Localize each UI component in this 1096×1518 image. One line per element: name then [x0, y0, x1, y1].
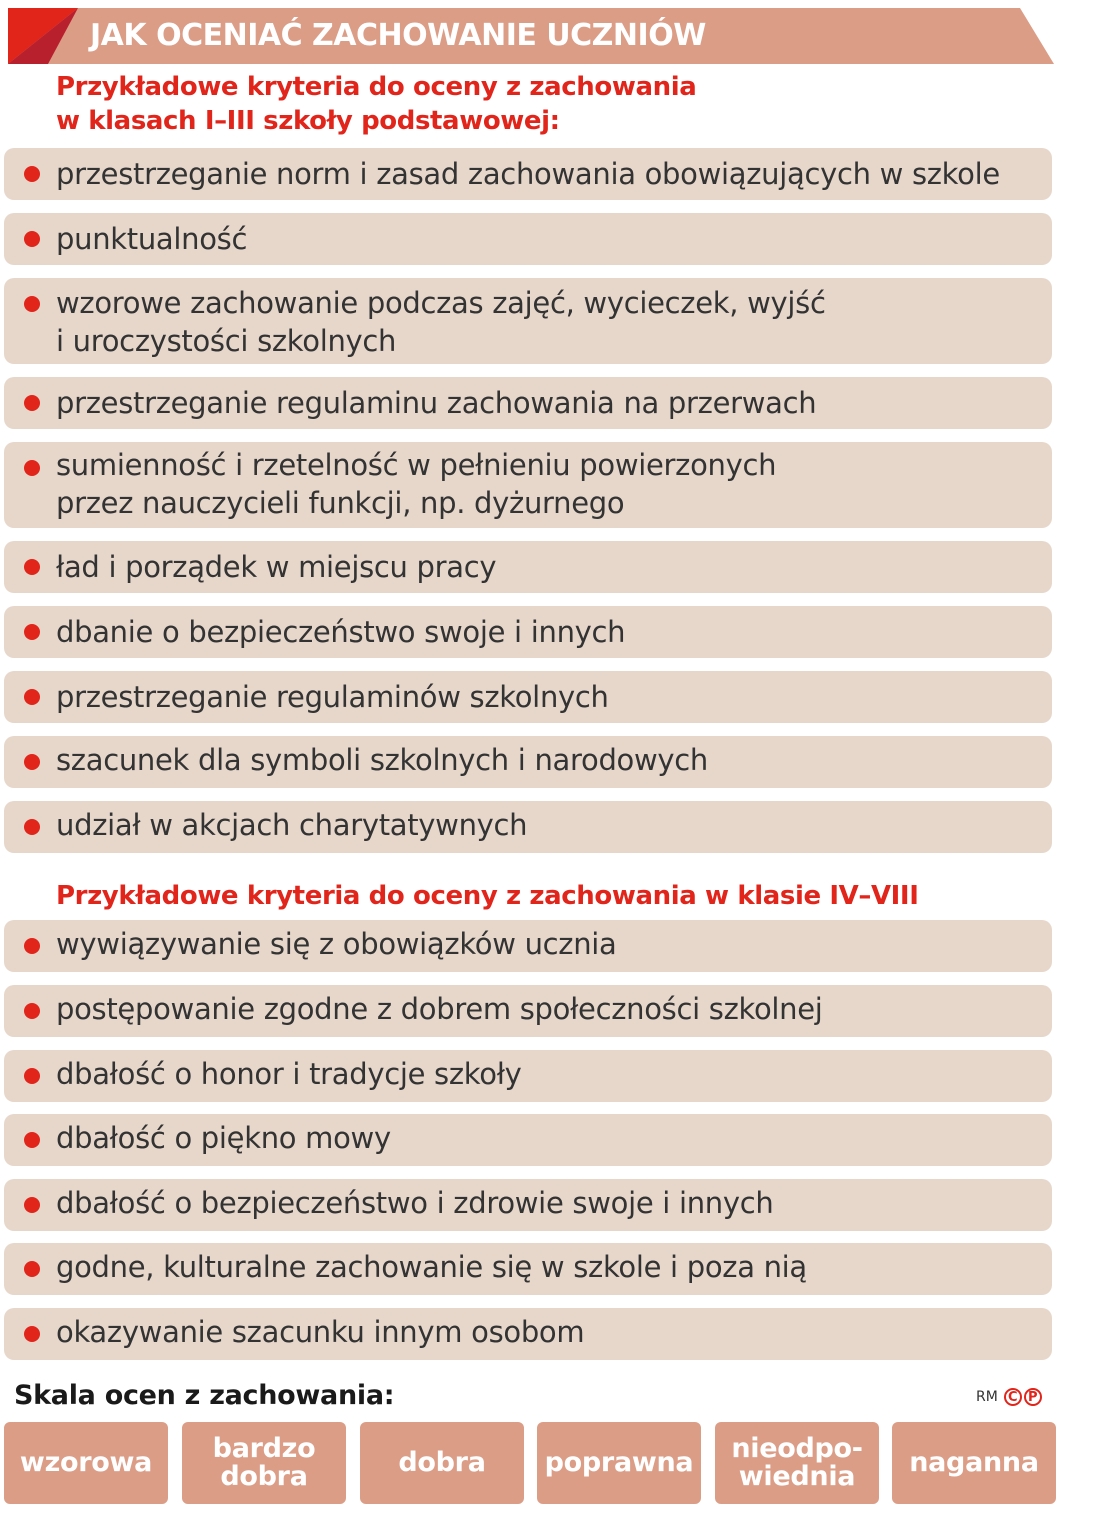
list-item-text: ład i porządek w miejscu pracy: [56, 550, 497, 584]
grade-box: poprawna: [537, 1422, 701, 1504]
page-title: JAK OCENIAĆ ZACHOWANIE UCZNIÓW: [90, 18, 706, 53]
list-item: [4, 1308, 1052, 1360]
phonogram-icon: P: [1024, 1388, 1042, 1406]
bullet-icon: [24, 624, 40, 640]
bullet-icon: [24, 460, 40, 476]
list-item: [4, 920, 1052, 972]
grade-box: bardzo dobra: [182, 1422, 346, 1504]
list-item-text: przestrzeganie regulaminów szkolnych: [56, 680, 609, 714]
credit: [976, 1386, 1042, 1408]
bullet-icon: [24, 1326, 40, 1342]
bullet-icon: [24, 689, 40, 705]
list-item-text: wywiązywanie się z obowiązków ucznia: [56, 927, 617, 961]
section1-heading-line1: Przykładowe kryteria do oceny z zachowania: [56, 72, 697, 102]
list-item-text: udział w akcjach charytatywnych: [56, 808, 528, 842]
bullet-icon: [24, 1068, 40, 1084]
list-item: [4, 442, 1052, 528]
bullet-icon: [24, 938, 40, 954]
list-item: [4, 1050, 1052, 1102]
bullet-icon: [24, 1197, 40, 1213]
bullet-icon: [24, 296, 40, 312]
list-item: [4, 1179, 1052, 1231]
grade-box: dobra: [360, 1422, 524, 1504]
list-item: [4, 801, 1052, 853]
bullet-icon: [24, 395, 40, 411]
bullet-icon: [24, 231, 40, 247]
list-item-text: godne, kulturalne zachowanie się w szkole i poza nią: [56, 1250, 807, 1284]
bullet-icon: [24, 819, 40, 835]
list-item-text: okazywanie szacunku innym osobom: [56, 1315, 585, 1349]
grade-box: wzorowa: [4, 1422, 168, 1504]
list-item-text: dbałość o bezpieczeństwo i zdrowie swoje i innych: [56, 1186, 774, 1220]
bullet-icon: [24, 754, 40, 770]
grade-box: naganna: [892, 1422, 1056, 1504]
list-item-text: wzorowe zachowanie podczas zajęć, wycieczek, wyjść i uroczystości szkolnych: [56, 286, 826, 358]
list-item: [4, 671, 1052, 723]
scale-title: Skala ocen z zachowania:: [14, 1380, 395, 1411]
section2-heading: Przykładowe kryteria do oceny z zachowania w klasie IV–VIII: [56, 881, 919, 911]
list-item: [4, 736, 1052, 788]
list-item: [4, 377, 1052, 429]
copyright-icon: C: [1004, 1388, 1022, 1406]
list-item-text: szacunek dla symboli szkolnych i narodowych: [56, 743, 709, 777]
list-item: [4, 148, 1052, 200]
list-item: [4, 1114, 1052, 1166]
list-item: [4, 606, 1052, 658]
list-item-text: dbałość o honor i tradycje szkoły: [56, 1057, 522, 1091]
bullet-icon: [24, 559, 40, 575]
list-item-text: punktualność: [56, 222, 248, 256]
bullet-icon: [24, 166, 40, 182]
list-item: [4, 278, 1052, 364]
list-item-text: postępowanie zgodne z dobrem społeczności szkolnej: [56, 992, 823, 1026]
list-item-text: przestrzeganie norm i zasad zachowania obowiązujących w szkole: [56, 157, 1000, 191]
list-item-text: dbałość o piękno mowy: [56, 1121, 391, 1155]
grade-box: nieodpo- wiednia: [715, 1422, 879, 1504]
bullet-icon: [24, 1261, 40, 1277]
section1-heading-line2: w klasach I–III szkoły podstawowej:: [56, 106, 560, 136]
list-item-text: dbanie o bezpieczeństwo swoje i innych: [56, 615, 626, 649]
list-item-text: przestrzeganie regulaminu zachowania na przerwach: [56, 386, 817, 420]
bullet-icon: [24, 1003, 40, 1019]
title-banner: [8, 8, 1054, 64]
bullet-icon: [24, 1132, 40, 1148]
list-item: [4, 1243, 1052, 1295]
list-item: [4, 985, 1052, 1037]
list-item: [4, 213, 1052, 265]
list-item-text: sumienność i rzetelność w pełnieniu powierzonych przez nauczycieli funkcji, np. dyżurnego: [56, 448, 777, 520]
section1-heading: [56, 70, 696, 138]
credit-text: RM: [976, 1389, 998, 1405]
list-item: [4, 541, 1052, 593]
